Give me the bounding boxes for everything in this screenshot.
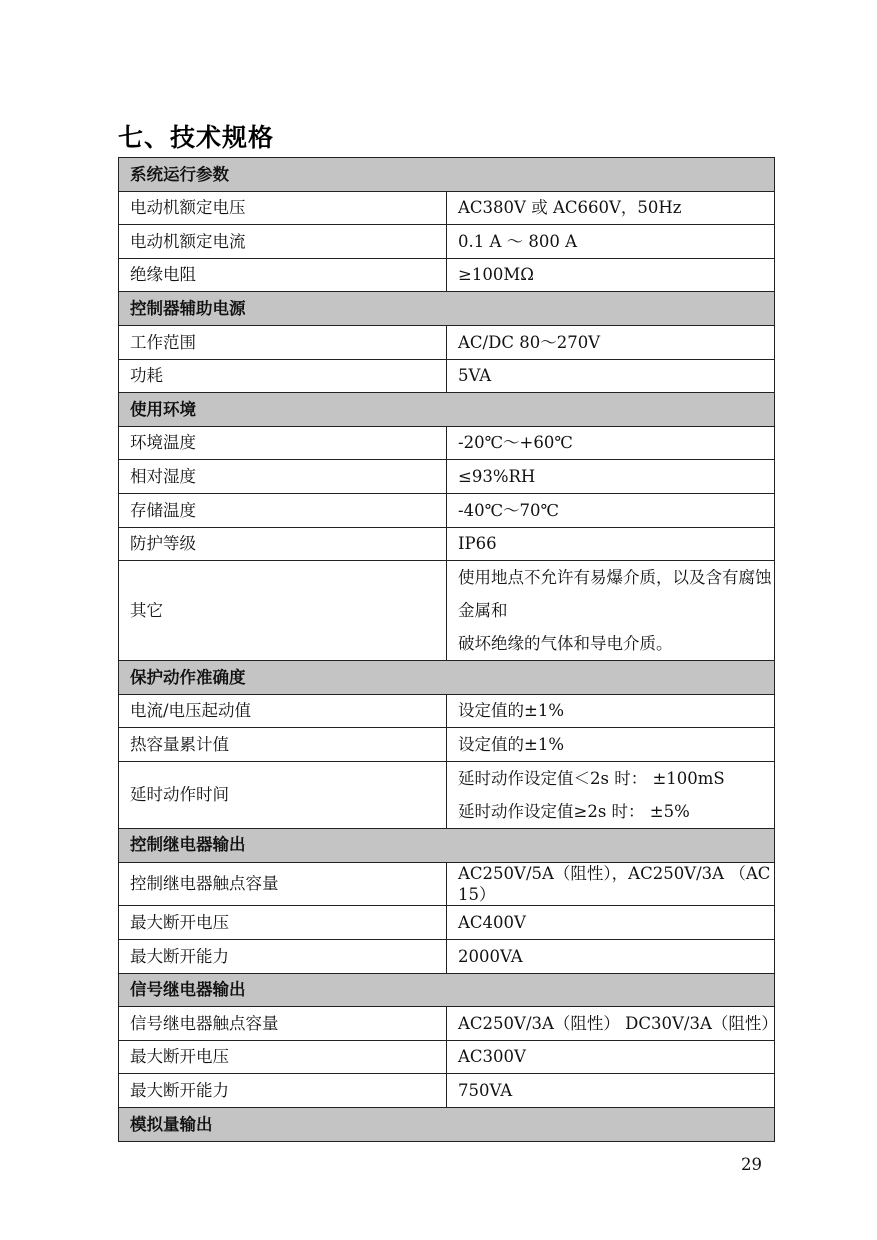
spec-value-line: ≤93%RH [458, 466, 536, 486]
section-title: 模拟量输出 [119, 1107, 775, 1141]
spec-label: 最大断开能力 [119, 939, 447, 973]
spec-row [119, 426, 775, 460]
spec-value-line: ≥100MΩ [458, 265, 534, 285]
spec-value [447, 1074, 775, 1108]
spec-row [119, 359, 775, 393]
spec-value [447, 761, 775, 828]
spec-row [119, 493, 775, 527]
spec-value-line: 2000VA [458, 946, 523, 966]
spec-row [119, 694, 775, 728]
spec-value [447, 1040, 775, 1074]
spec-value [447, 939, 775, 973]
spec-label: 工作范围 [119, 325, 447, 359]
spec-row [119, 225, 775, 259]
spec-label: 延时动作时间 [119, 761, 447, 828]
spec-row [119, 191, 775, 225]
spec-value-line: IP66 [458, 534, 497, 554]
section-title: 保护动作准确度 [119, 661, 775, 695]
spec-label: 控制继电器触点容量 [119, 862, 447, 906]
spec-value-line: 设定值的±1% [458, 701, 565, 721]
spec-row [119, 1040, 775, 1074]
spec-value-line: 破坏绝缘的气体和导电介质。 [458, 634, 673, 654]
spec-value-line: AC/DC 80～270V [458, 332, 601, 352]
spec-value-line: AC300V [458, 1047, 526, 1067]
spec-value-line: AC380V 或 AC660V，50Hz [458, 198, 682, 218]
spec-label: 存储温度 [119, 493, 447, 527]
spec-value-line: 5VA [458, 366, 492, 386]
spec-value [447, 225, 775, 259]
spec-value [447, 258, 775, 292]
spec-row [119, 1074, 775, 1108]
spec-label: 最大断开电压 [119, 1040, 447, 1074]
spec-label: 电动机额定电压 [119, 191, 447, 225]
spec-label: 热容量累计值 [119, 728, 447, 762]
spec-value [447, 426, 775, 460]
spec-value-line: AC400V [458, 912, 526, 932]
section-title: 信号继电器输出 [119, 973, 775, 1007]
spec-value-line: 延时动作设定值≥2s 时： ±5% [458, 801, 690, 821]
section-header-row [119, 973, 775, 1007]
spec-value-line: 使用地点不允许有易爆介质，以及含有腐蚀金属和 [458, 568, 772, 621]
spec-row [119, 258, 775, 292]
spec-value-line: 延时动作设定值＜2s 时： ±100mS [458, 768, 725, 788]
spec-label: 其它 [119, 561, 447, 661]
spec-row [119, 939, 775, 973]
spec-row [119, 527, 775, 561]
section-title: 系统运行参数 [119, 158, 775, 192]
spec-table [118, 157, 778, 1142]
spec-value [447, 359, 775, 393]
spec-value-line: 0.1 A ～ 800 A [458, 231, 578, 251]
section-header-row [119, 292, 775, 326]
spec-value-line: -20℃～+60℃ [458, 433, 573, 453]
spec-label: 电动机额定电流 [119, 225, 447, 259]
spec-value [447, 1007, 778, 1041]
spec-value-line: AC250V/3A（阻性） DC30V/3A（阻性） [458, 1013, 778, 1033]
spec-row [119, 906, 775, 940]
spec-value [447, 460, 775, 494]
spec-label: 相对湿度 [119, 460, 447, 494]
section-title: 控制器辅助电源 [119, 292, 775, 326]
spec-value [447, 493, 775, 527]
spec-label: 电流/电压起动值 [119, 694, 447, 728]
spec-value [447, 694, 775, 728]
spec-label: 防护等级 [119, 527, 447, 561]
spec-row [119, 761, 775, 828]
section-header-row [119, 158, 775, 192]
spec-row [119, 460, 775, 494]
spec-value [447, 862, 775, 906]
spec-value-line: -40℃～70℃ [458, 500, 559, 520]
spec-value [447, 527, 775, 561]
section-header-row [119, 661, 775, 695]
spec-row [119, 325, 775, 359]
spec-value-line: 设定值的±1% [458, 734, 565, 754]
spec-label: 环境温度 [119, 426, 447, 460]
spec-label: 功耗 [119, 359, 447, 393]
spec-label: 最大断开电压 [119, 906, 447, 940]
section-title: 控制继电器输出 [119, 828, 775, 862]
section-heading: 七、技术规格 [118, 123, 275, 152]
spec-value [447, 325, 775, 359]
section-header-row [119, 1107, 775, 1141]
spec-row [119, 1007, 775, 1041]
section-header-row [119, 393, 775, 427]
spec-row [119, 561, 775, 661]
spec-value [447, 561, 775, 661]
spec-row [119, 728, 775, 762]
spec-value [447, 906, 775, 940]
spec-label: 最大断开能力 [119, 1074, 447, 1108]
spec-value [447, 728, 775, 762]
section-title: 使用环境 [119, 393, 775, 427]
page-number: 29 [741, 1155, 762, 1174]
spec-value [447, 191, 775, 225]
spec-label: 绝缘电阻 [119, 258, 447, 292]
spec-value-line: AC250V/5A（阻性），AC250V/3A （AC 15） [458, 863, 771, 904]
spec-value-line: 750VA [458, 1080, 513, 1100]
spec-label: 信号继电器触点容量 [119, 1007, 447, 1041]
section-header-row [119, 828, 775, 862]
spec-row [119, 862, 775, 906]
spec-table-body [119, 158, 778, 1142]
